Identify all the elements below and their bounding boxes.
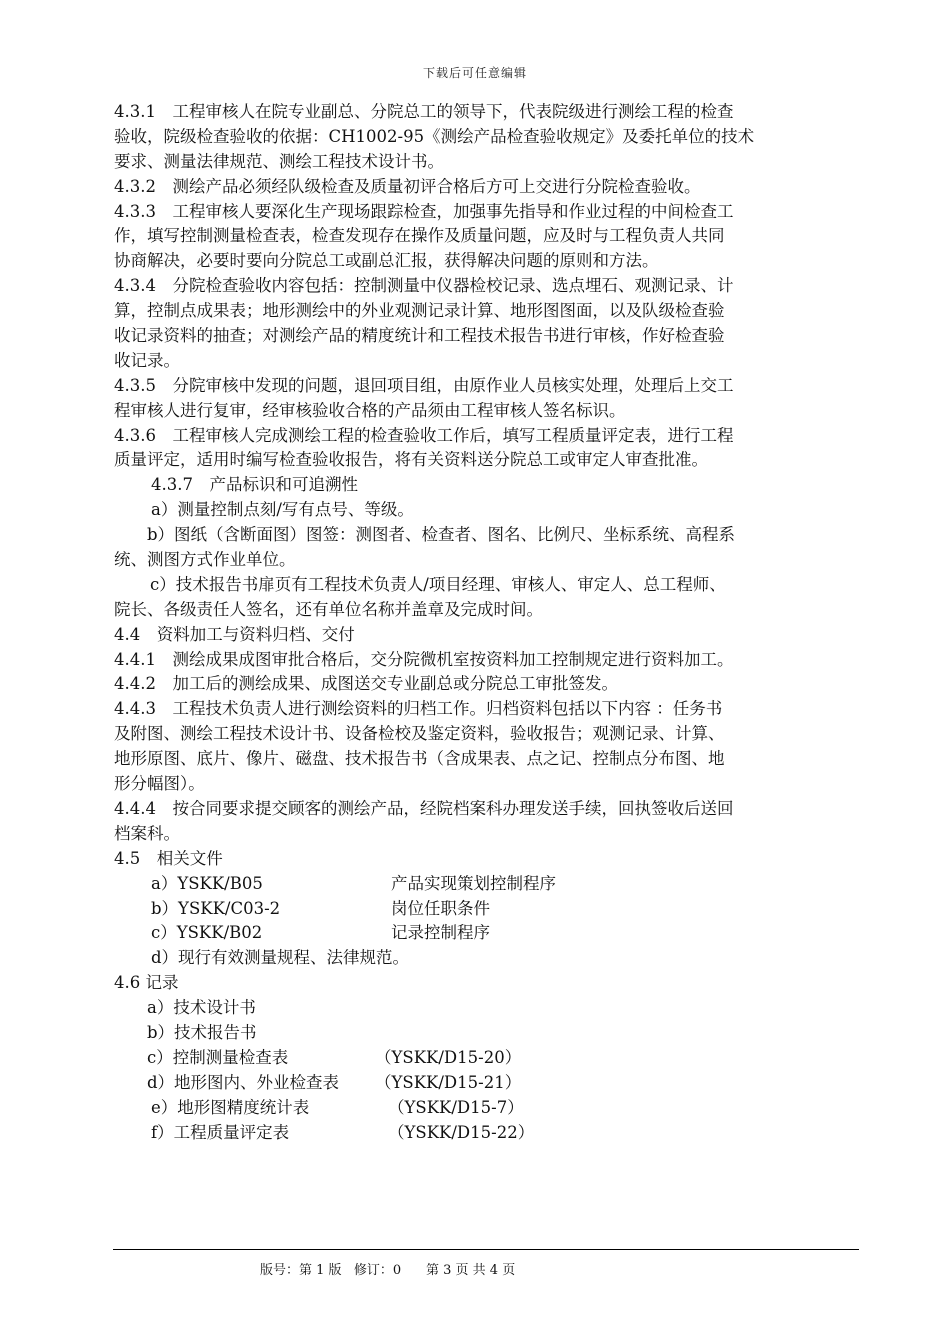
paragraph-line: 4.3.4 分院检查验收内容包括：控制测量中仪器检校记录、选点埋石、观测记录、计 bbox=[114, 276, 734, 296]
list-item: b）图纸（含断面图）图签：测图者、检查者、图名、比例尺、坐标系统、高程系 bbox=[147, 525, 736, 545]
paragraph-line: 4.4.3 工程技术负责人进行测绘资料的归档工作。归档资料包括以下内容 ：任务书 bbox=[114, 699, 723, 719]
record-name: f）工程质量评定表 bbox=[151, 1122, 290, 1142]
paragraph-line: 4.3.3 工程审核人要深化生产现场跟踪检查，加强事先指导和作业过程的中间检查工 bbox=[114, 201, 734, 221]
paragraph-line: 地形原图、底片、像片、磁盘、技术报告书（含成果表、点之记、控制点分布图、地 bbox=[114, 749, 725, 769]
record-item bbox=[114, 1071, 838, 1096]
paragraph-line: 及附图、测绘工程技术设计书、设备检校及鉴定资料，验收报告；观测记录、计算、 bbox=[114, 724, 725, 744]
paragraph-line: 验收，院级检查验收的依据：CH1002-95《测绘产品检查验收规定》及委托单位的技术 bbox=[114, 126, 755, 146]
list-item: a）测量控制点刻/写有点号、等级。 bbox=[151, 500, 414, 520]
paragraph-line: 档案科。 bbox=[114, 823, 180, 843]
document-body bbox=[114, 100, 838, 1145]
paragraph-line: 统、测图方式作业单位。 bbox=[114, 550, 296, 570]
record-name: a）技术设计书 bbox=[147, 998, 256, 1018]
record-name: e）地形图精度统计表 bbox=[151, 1097, 310, 1117]
document-title: 记录控制程序 bbox=[391, 923, 490, 943]
document-code: b）YSKK/C03-2 bbox=[151, 898, 281, 918]
paragraph-line: 4.3.2 测绘产品必须经队级检查及质量初评合格后方可上交进行分院检查验收。 bbox=[114, 176, 701, 196]
paragraph-line: 4.3.1 工程审核人在院专业副总、分院总工的领导下，代表院级进行测绘工程的检查 bbox=[114, 102, 734, 121]
record-code: （YSKK/D15-20） bbox=[375, 1047, 522, 1067]
list-item: d）现行有效测量规程、法律规范。 bbox=[151, 948, 410, 968]
page-header: 下载后可任意编辑 bbox=[422, 66, 527, 80]
record-item bbox=[114, 1121, 838, 1146]
document-code: c）YSKK/B02 bbox=[151, 923, 263, 943]
paragraph-line: 4.3.5 分院审核中发现的问题，退回项目组，由原作业人员核实处理，处理后上交工 bbox=[114, 375, 734, 395]
paragraph-line: 4.4.2 加工后的测绘成果、成图送交专业副总或分院总工审批签发。 bbox=[114, 674, 618, 694]
paragraph-line: 要求、测量法律规范、测绘工程技术设计书。 bbox=[114, 151, 444, 171]
record-name: c）控制测量检查表 bbox=[147, 1047, 289, 1067]
record-name: d）地形图内、外业检查表 bbox=[147, 1072, 340, 1092]
record-item bbox=[114, 996, 838, 1021]
section-heading: 4.4 资料加工与资料归档、交付 bbox=[114, 624, 355, 644]
list-item bbox=[114, 921, 838, 946]
page-footer: 版号：第 1 版 修订：0 第 3 页 共 4 页 bbox=[260, 1263, 516, 1278]
record-code: （YSKK/D15-21） bbox=[375, 1072, 522, 1092]
paragraph-line: 程审核人进行复审，经审核验收合格的产品须由工程审核人签名标识。 bbox=[114, 400, 626, 420]
footer-divider bbox=[113, 1249, 859, 1250]
paragraph-line: 收记录。 bbox=[114, 350, 180, 370]
record-item bbox=[114, 1021, 838, 1046]
record-code: （YSKK/D15-22） bbox=[388, 1122, 535, 1142]
document-title: 产品实现策划控制程序 bbox=[391, 873, 556, 893]
section-heading: 4.5 相关文件 bbox=[114, 848, 223, 868]
section-heading: 4.6 记录 bbox=[114, 973, 179, 993]
paragraph-line: 协商解决，必要时要向分院总工或副总汇报，获得解决问题的原则和方法。 bbox=[114, 251, 659, 271]
record-code: （YSKK/D15-7） bbox=[388, 1097, 524, 1117]
paragraph-line: 收记录资料的抽查；对测绘产品的精度统计和工程技术报告书进行审核，作好检查验 bbox=[114, 326, 725, 346]
paragraph-line: 作，填写控制测量检查表，检查发现存在操作及质量问题，应及时与工程负责人共同 bbox=[114, 226, 725, 246]
list-item bbox=[114, 897, 838, 922]
paragraph-line: 形分幅图）。 bbox=[114, 774, 205, 794]
paragraph-line: 院长、各级责任人签名，还有单位名称并盖章及完成时间。 bbox=[114, 599, 543, 619]
record-item bbox=[114, 1046, 838, 1071]
paragraph-line: 4.4.1 测绘成果成图审批合格后，交分院微机室按资料加工控制规定进行资料加工。 bbox=[114, 649, 734, 669]
paragraph-line: 4.4.4 按合同要求提交顾客的测绘产品，经院档案科办理发送手续，回执签收后送回 bbox=[114, 798, 734, 818]
paragraph-line: 质量评定，适用时编写检查验收报告，将有关资料送分院总工或审定人审查批准。 bbox=[114, 450, 708, 470]
record-item bbox=[114, 1096, 838, 1121]
document-code: a）YSKK/B05 bbox=[151, 873, 263, 893]
list-item bbox=[114, 872, 838, 897]
paragraph-line: 4.3.6 工程审核人完成测绘工程的检查验收工作后，填写工程质量评定表，进行工程 bbox=[114, 425, 734, 445]
paragraph-line: 算，控制点成果表；地形测绘中的外业观测记录计算、地形图图面，以及队级检查验 bbox=[114, 301, 725, 321]
record-name: b）技术报告书 bbox=[147, 1022, 257, 1042]
document-title: 岗位任职条件 bbox=[391, 898, 490, 918]
list-item: c）技术报告书扉页有工程技术负责人/项目经理、审核人、审定人、总工程师、 bbox=[150, 574, 726, 594]
section-heading: 4.3.7 产品标识和可追溯性 bbox=[151, 475, 358, 495]
